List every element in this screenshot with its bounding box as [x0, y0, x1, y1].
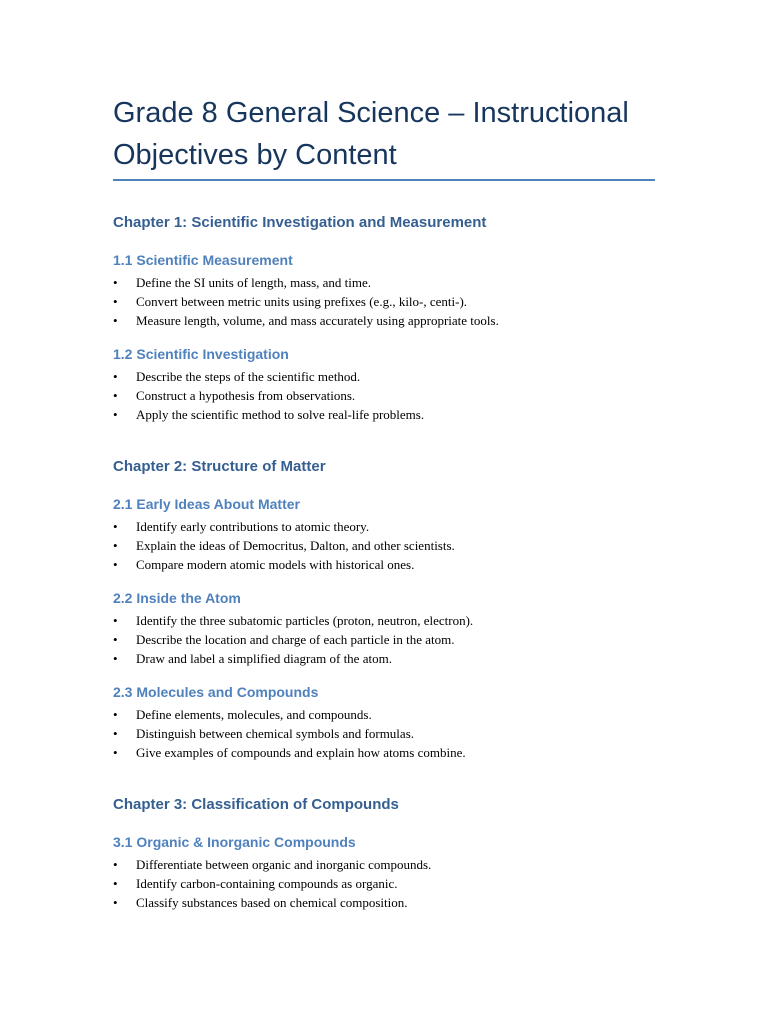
objective-list — [113, 611, 658, 668]
section-heading: 2.1 Early Ideas About Matter — [113, 496, 300, 512]
objective-list — [113, 367, 658, 424]
list-item: • Differentiate between organic and inorganic compounds. — [113, 857, 432, 872]
bullet-icon: • — [113, 313, 118, 328]
document-title: Grade 8 General Science – Instructional Objectives by Content — [113, 97, 629, 171]
section-heading: 3.1 Organic & Inorganic Compounds — [113, 834, 356, 850]
bullet-icon: • — [113, 538, 118, 553]
list-item: • Distinguish between chemical symbols and formulas. — [113, 726, 415, 741]
bullet-icon: • — [113, 369, 118, 384]
objective-list — [113, 273, 658, 330]
bullet-icon: • — [113, 876, 118, 891]
section-heading: 2.3 Molecules and Compounds — [113, 684, 319, 700]
bullet-icon: • — [113, 407, 118, 422]
bullet-icon: • — [113, 895, 118, 910]
bullet-icon: • — [113, 613, 118, 628]
list-item: • Identify early contributions to atomic theory. — [113, 519, 370, 534]
list-item: • Classify substances based on chemical composition. — [113, 895, 408, 910]
list-item: • Measure length, volume, and mass accurately using appropriate tools. — [113, 313, 499, 328]
list-item: • Draw and label a simplified diagram of the atom. — [113, 651, 392, 666]
list-item: • Identify the three subatomic particles (proton, neutron, electron). — [113, 613, 474, 628]
title-underline — [113, 179, 655, 181]
section-heading: 1.1 Scientific Measurement — [113, 252, 293, 268]
bullet-icon: • — [113, 388, 118, 403]
list-item: • Define the SI units of length, mass, and time. — [113, 275, 372, 290]
list-item: • Explain the ideas of Democritus, Dalton, and other scientists. — [113, 538, 455, 553]
objective-list — [113, 517, 658, 574]
objective-list — [113, 855, 658, 912]
objective-list — [113, 705, 658, 762]
list-item: • Compare modern atomic models with historical ones. — [113, 557, 415, 572]
bullet-icon: • — [113, 707, 118, 722]
section-heading: 2.2 Inside the Atom — [113, 590, 241, 606]
chapter-heading: Chapter 3: Classification of Compounds — [113, 796, 399, 813]
section-heading: 1.2 Scientific Investigation — [113, 346, 289, 362]
bullet-icon: • — [113, 632, 118, 647]
list-item: • Convert between metric units using prefixes (e.g., kilo-, centi-). — [113, 294, 468, 309]
list-item: • Describe the location and charge of each particle in the atom. — [113, 632, 455, 647]
chapter-heading: Chapter 1: Scientific Investigation and Measurement — [113, 214, 487, 231]
bullet-icon: • — [113, 651, 118, 666]
list-item: • Give examples of compounds and explain how atoms combine. — [113, 745, 466, 760]
list-item: • Describe the steps of the scientific method. — [113, 369, 361, 384]
bullet-icon: • — [113, 294, 118, 309]
bullet-icon: • — [113, 726, 118, 741]
bullet-icon: • — [113, 557, 118, 572]
bullet-icon: • — [113, 857, 118, 872]
bullet-icon: • — [113, 519, 118, 534]
chapter-heading: Chapter 2: Structure of Matter — [113, 458, 326, 475]
list-item: • Construct a hypothesis from observations. — [113, 388, 356, 403]
bullet-icon: • — [113, 745, 118, 760]
bullet-icon: • — [113, 275, 118, 290]
list-item: • Identify carbon-containing compounds as organic. — [113, 876, 398, 891]
list-item: • Define elements, molecules, and compounds. — [113, 707, 372, 722]
list-item: • Apply the scientific method to solve real-life problems. — [113, 407, 425, 422]
